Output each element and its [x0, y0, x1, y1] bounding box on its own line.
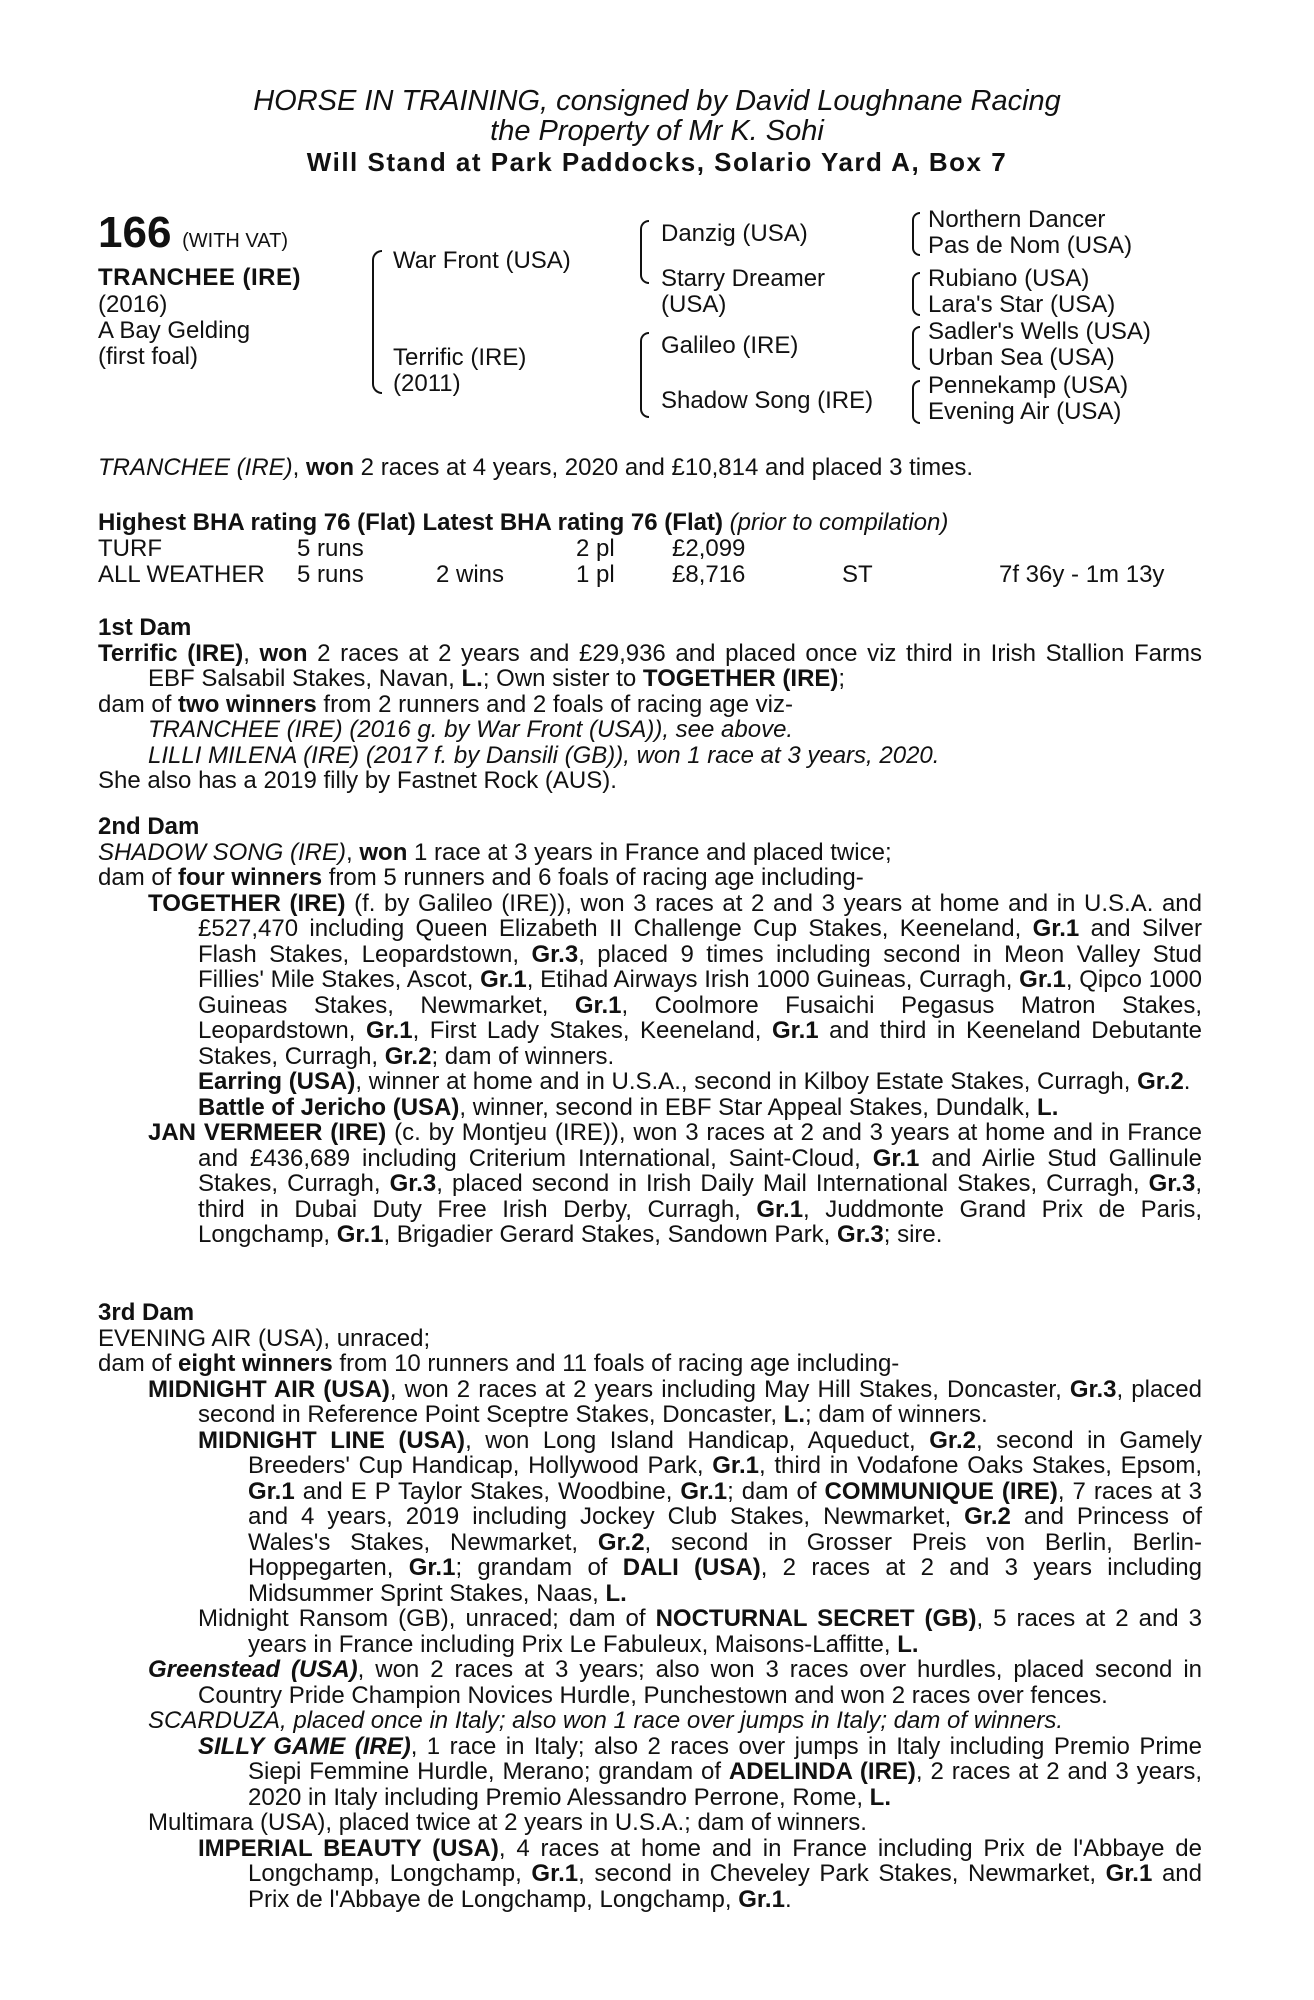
dam-dam-sire: Pennekamp (USA) — [928, 372, 1129, 399]
turf-earnings: £2,099 — [672, 535, 746, 562]
sire-dam-line1: Starry Dreamer — [661, 265, 826, 292]
midnight-ransom-entry: Midnight Ransom (GB), unraced; dam of NOCTURNAL SECRET (GB), 5 races at 2 and 3 years in France including Prix Le Fabuleux, Maisons-Laffitte, L. — [198, 1605, 1202, 1658]
brace-sire-dam — [372, 250, 382, 394]
brace-g2 — [912, 272, 920, 316]
first-dam-produce-intro: dam of two winners from 2 runners and 2 foals of racing age viz- — [98, 690, 793, 718]
turf-runs: 5 runs — [297, 535, 364, 562]
first-dam-section — [98, 615, 1202, 794]
bha-rating-text: Highest BHA rating 76 (Flat) Latest BHA rating 76 (Flat) — [98, 509, 723, 536]
aw-distances: 7f 36y - 1m 13y — [999, 561, 1165, 588]
produce-tranchee: TRANCHEE (IRE) (2016 g. by War Front (USA)), see above. — [148, 716, 794, 743]
earring-entry: Earring (USA), winner at home and in U.S.A., second in Kilboy Estate Stakes, Curragh, Gr.2. — [198, 1068, 1191, 1095]
second-dam-produce-intro: dam of four winners from 5 runners and 6 foals of racing age including- — [98, 864, 864, 891]
sire-dam-dam: Lara's Star (USA) — [928, 291, 1116, 318]
foaling-year: (2016) — [98, 291, 168, 318]
vat-note: (WITH VAT) — [182, 230, 288, 252]
first-dam-record: Terrific (IRE), won 2 races at 2 years and £29,936 and placed once viz third in Irish Stallion Farms EBF Salsabil Stakes, Navan, L.; Own sister to TOGETHER (IRE); — [98, 639, 1202, 692]
brace-g1 — [912, 212, 920, 256]
horse-description: A Bay Gelding — [98, 317, 251, 344]
header-property: the Property of Mr K. Sohi — [490, 115, 824, 147]
scarduza-entry: SCARDUZA, placed once in Italy; also won 1 race over jumps in Italy; dam of winners. — [148, 1707, 1064, 1734]
brace-dam-parents — [640, 332, 649, 418]
aw-surface-code: ST — [842, 561, 873, 588]
sire-dam-line2: (USA) — [661, 291, 727, 318]
aw-wins: 2 wins — [436, 561, 505, 588]
dam-sire-sire: Sadler's Wells (USA) — [928, 318, 1151, 345]
brace-sire-parents — [640, 220, 649, 284]
aw-places: 1 pl — [576, 561, 615, 588]
turf-places: 2 pl — [576, 535, 615, 562]
first-dam-heading: 1st Dam — [98, 614, 192, 641]
second-dam-record: SHADOW SONG (IRE), won 1 race at 3 years in France and placed twice; — [98, 838, 892, 866]
third-dam-produce-intro: dam of eight winners from 10 runners and 11 foals of racing age including- — [98, 1350, 900, 1377]
multimara-entry: Multimara (USA), placed twice at 2 years in U.S.A.; dam of winners. — [148, 1809, 867, 1836]
summary-text: 2 races at 4 years, 2020 and £10,814 and placed 3 times. — [354, 454, 974, 481]
produce-lilli-milena: LILLI MILENA (IRE) (2017 f. by Dansili (GB)), won 1 race at 3 years, 2020. — [148, 741, 940, 769]
imperial-beauty-entry: IMPERIAL BEAUTY (USA), 4 races at home and in France including Prix de l'Abbaye de Longchamp, Longchamp, Gr.1, second in Cheveley Park Stakes, Newmarket, Gr.1 and Prix de l'Abbaye de Longchamp, Longchamp, Gr.1. — [198, 1834, 1202, 1913]
third-dam-record: EVENING AIR (USA), unraced; — [98, 1324, 431, 1352]
battle-of-jericho-entry: Battle of Jericho (USA), winner, second in EBF Star Appeal Stakes, Dundalk, L. — [198, 1093, 1059, 1121]
dam-dam-dam: Evening Air (USA) — [928, 398, 1122, 425]
bha-ratings — [98, 510, 948, 536]
dam-sire: Galileo (IRE) — [661, 332, 799, 359]
brace-g4 — [912, 380, 920, 424]
dam-dam: Shadow Song (IRE) — [661, 387, 874, 414]
sire-dam-sire: Rubiano (USA) — [928, 265, 1090, 292]
header-location: Will Stand at Park Paddocks, Solario Yard A, Box 7 — [306, 147, 1008, 177]
together-entry: TOGETHER (IRE) (f. by Galileo (IRE)), won 3 races at 2 and 3 years at home and in U.S.A. and £527,470 including Queen Elizabeth II Challenge Cup Stakes, Keeneland, Gr.1 and Silver Flash Stakes, Leopardstown, Gr.3, placed 9 times including second in Meon Valley Stud Fillies' Mile Stakes, Ascot, Gr.1, Etihad Airways Irish 1000 Guineas, Curragh, Gr.1, Qipco 1000 Guineas Stakes, Newmarket, Gr.1, Coolmore Fusaichi Pegasus Matron Stakes, Leopardstown, Gr.1, First Lady Stakes, Keeneland, Gr.1 and third in Keeneland Debutante Stakes, Curragh, Gr.2; dam of winners. — [148, 889, 1203, 1070]
dam-name: Terrific (IRE) — [393, 344, 527, 371]
produce-2019-filly: She also has a 2019 filly by Fastnet Rock (AUS). — [98, 767, 617, 794]
sire-sire: Danzig (USA) — [661, 220, 808, 247]
summary-horse-name: TRANCHEE (IRE) — [98, 454, 293, 481]
aw-runs: 5 runs — [297, 561, 364, 588]
midnight-line-entry: MIDNIGHT LINE (USA), won Long Island Handicap, Aqueduct, Gr.2, second in Gamely Breeders' Cup Handicap, Hollywood Park, Gr.1, third in Vodafone Oaks Stakes, Epsom, Gr.1 and E P Taylor Stakes, Woodbine, Gr.1; dam of COMMUNIQUE (IRE), 7 races at 3 and 4 years, 2019 including Jockey Club Stakes, Newmarket, Gr.2 and Princess of Wales's Stakes, Newmarket, Gr.2, second in Grosser Preis von Berlin, Berlin-Hoppegarten, Gr.1; grandam of DALI (USA), 2 races at 2 and 3 years including Midsummer Sprint Stakes, Naas, L. — [198, 1426, 1203, 1607]
silly-game-entry: SILLY GAME (IRE), 1 race in Italy; also 2 races over jumps in Italy including Premio Prime Siepi Femmine Hurdle, Merano; grandam of ADELINDA (IRE), 2 races at 2 and 3 years, 2020 in Italy including Premio Alessandro Perrone, Rome, L. — [198, 1732, 1203, 1811]
third-dam-section — [98, 1300, 1202, 1912]
jan-vermeer-entry: JAN VERMEER (IRE) (c. by Montjeu (IRE)), won 3 races at 2 and 3 years at home and in France and £436,689 including Criterium International, Saint-Cloud, Gr.1 and Airlie Stud Gallinule Stakes, Curragh, Gr.3, placed second in Irish Daily Mail International Stakes, Curragh, Gr.3, third in Dubai Duty Free Irish Derby, Curragh, Gr.1, Juddmonte Grand Prix de Paris, Longchamp, Gr.1, Brigadier Gerard Stakes, Sandown Park, Gr.3; sire. — [148, 1119, 1203, 1248]
sire-sire-sire: Northern Dancer — [928, 206, 1106, 233]
sire-sire-dam: Pas de Nom (USA) — [928, 232, 1133, 259]
midnight-air-entry: MIDNIGHT AIR (USA), won 2 races at 2 years including May Hill Stakes, Doncaster, Gr.3, placed second in Reference Point Sceptre Stakes, Doncaster, L.; dam of winners. — [148, 1375, 1203, 1428]
foal-note: (first foal) — [98, 343, 199, 370]
bha-rating-note: (prior to compilation) — [722, 509, 949, 536]
horse-name: TRANCHEE (IRE) — [98, 264, 301, 291]
turf-label: TURF — [98, 535, 162, 562]
race-summary: TRANCHEE (IRE), won 2 races at 4 years, 2020 and £10,814 and placed 3 times. — [98, 454, 974, 481]
third-dam-heading: 3rd Dam — [98, 1299, 195, 1326]
greenstead-entry: Greenstead (USA), won 2 races at 3 years; also won 3 races over hurdles, placed second in Country Pride Champion Novices Hurdle, Punchestown and won 2 races over fences. — [148, 1656, 1203, 1709]
second-dam-section — [98, 814, 1202, 1248]
lot-number-line — [98, 210, 288, 256]
aw-label: ALL WEATHER — [98, 561, 265, 588]
dam-year: (2011) — [393, 370, 461, 397]
summary-won: won — [306, 454, 355, 481]
second-dam-heading: 2nd Dam — [98, 813, 200, 840]
sire: War Front (USA) — [393, 247, 571, 274]
header-consignor: HORSE IN TRAINING, consigned by David Loughnane Racing — [253, 85, 1061, 117]
brace-g3 — [912, 326, 920, 370]
aw-earnings: £8,716 — [672, 561, 746, 588]
lot-number: 166 — [98, 208, 172, 257]
dam-sire-dam: Urban Sea (USA) — [928, 344, 1115, 371]
